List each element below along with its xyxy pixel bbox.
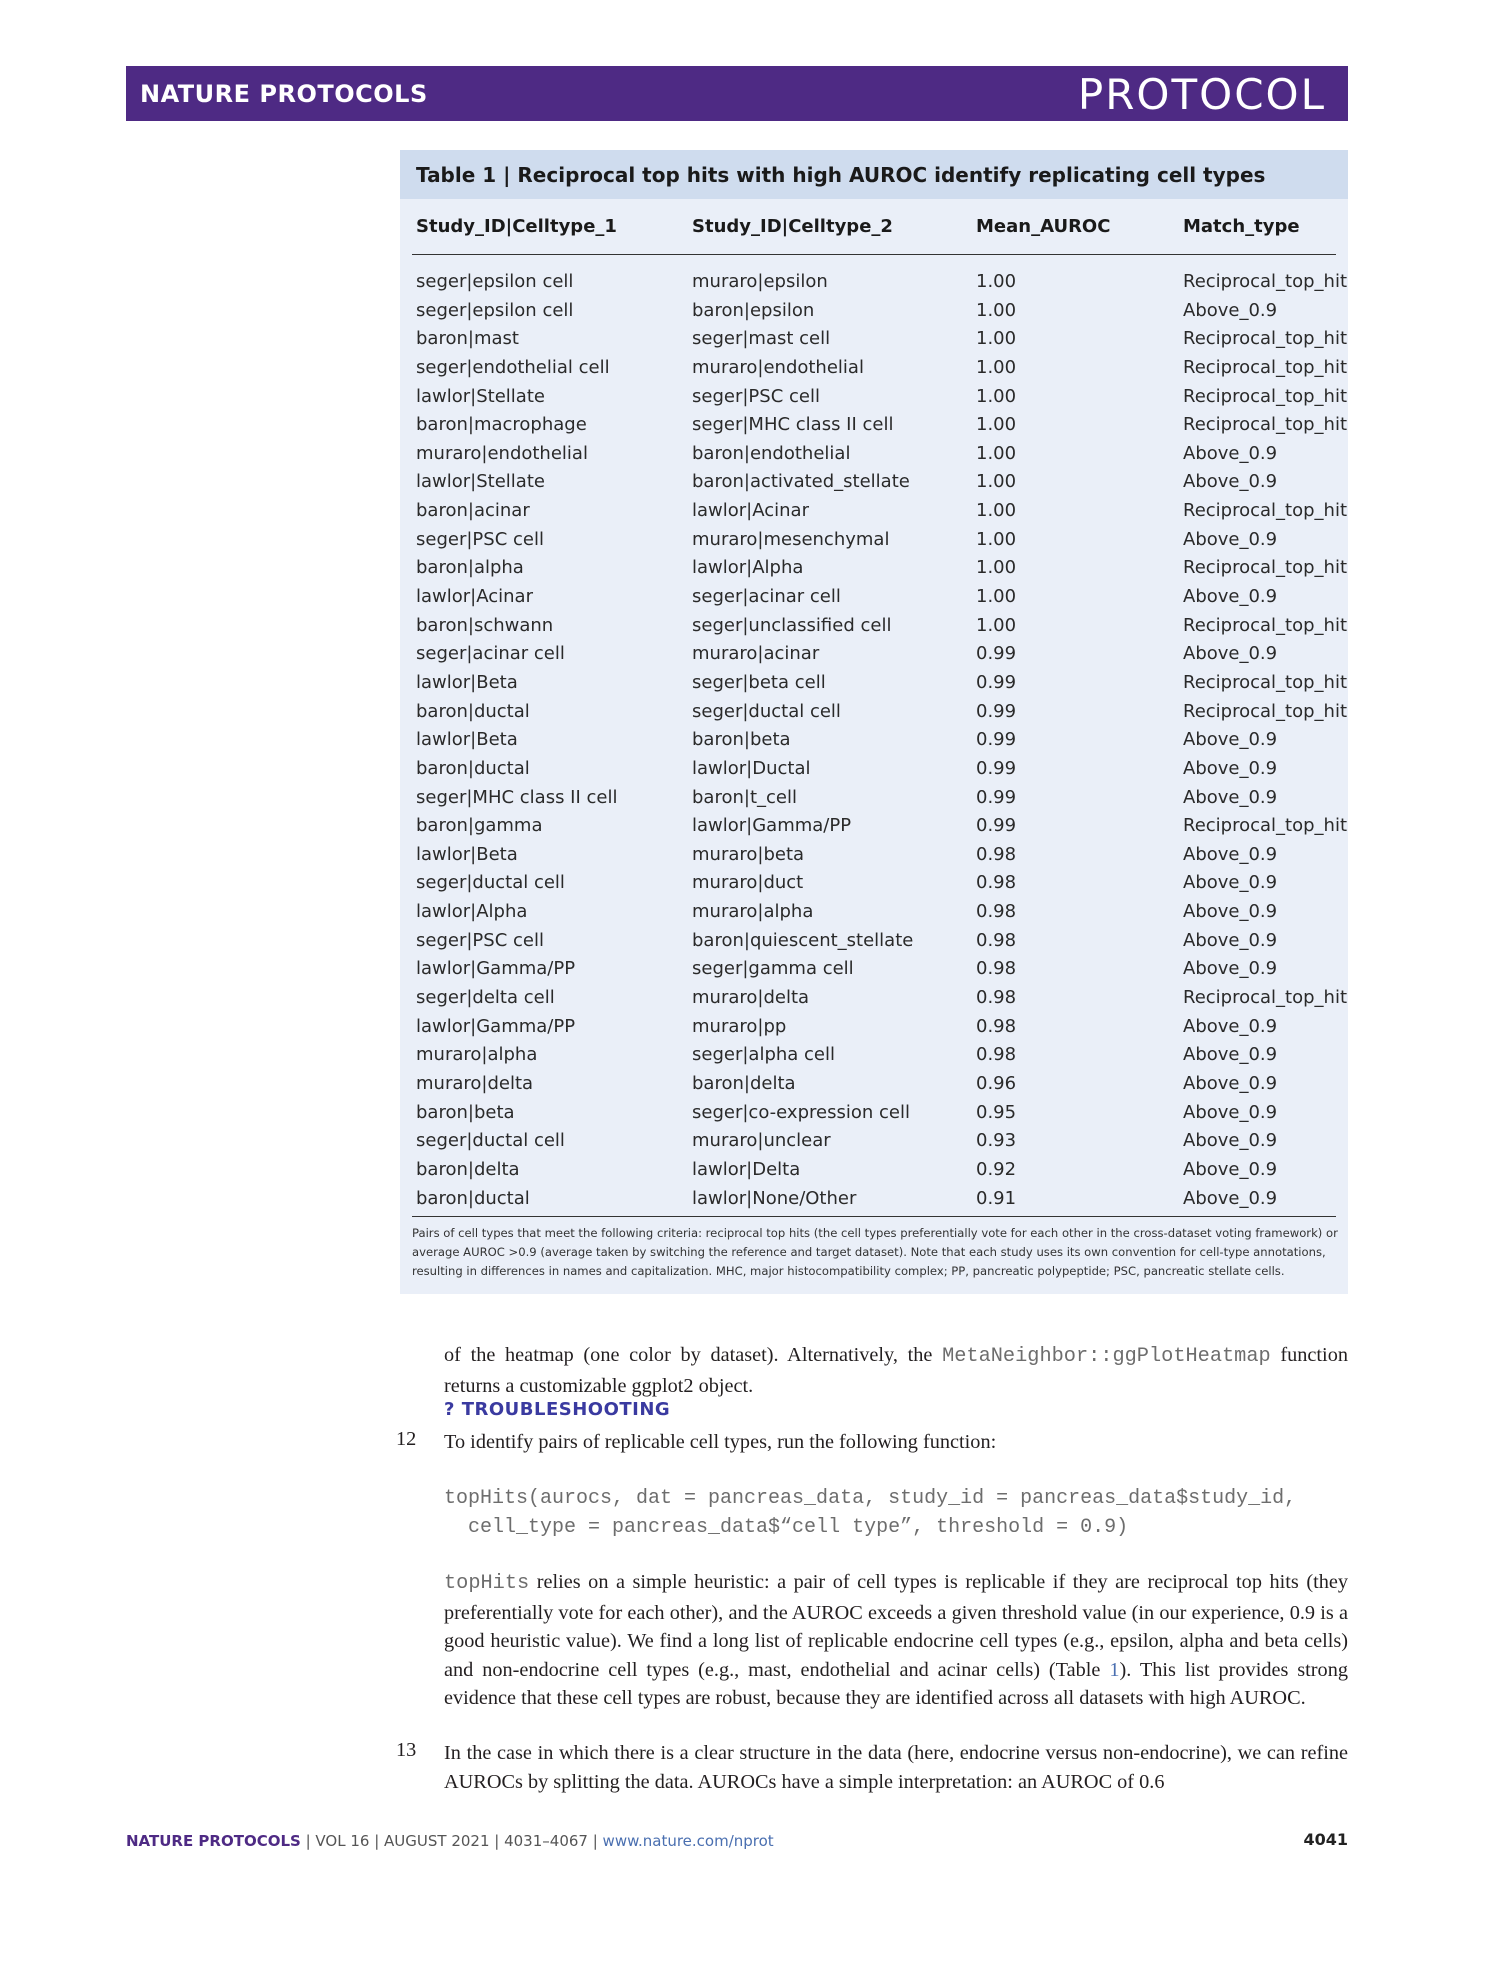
article-type: PROTOCOL xyxy=(1077,70,1326,119)
cell-mean-auroc: 0.96 xyxy=(976,1072,1017,1094)
inline-code-ggplotheatmap: MetaNeighbor::ggPlotHeatmap xyxy=(942,1345,1271,1368)
cell-mean-auroc: 0.93 xyxy=(976,1130,1017,1152)
cell-celltype-1: baron|macrophage xyxy=(416,414,587,436)
cell-mean-auroc: 1.00 xyxy=(976,356,1017,378)
cell-match-type: Reciprocal_top_hit xyxy=(1183,671,1348,693)
cell-celltype-1: lawlor|Gamma/PP xyxy=(416,1015,576,1037)
cell-match-type: Above_0.9 xyxy=(1183,1015,1278,1037)
cell-celltype-2: baron|endothelial xyxy=(692,442,851,464)
step-number-12: 12 xyxy=(396,1428,417,1450)
cell-match-type: Above_0.9 xyxy=(1183,843,1278,865)
table-row xyxy=(400,699,1348,728)
cell-celltype-2: baron|activated_stellate xyxy=(692,471,910,493)
table-row xyxy=(400,584,1348,613)
table-row xyxy=(400,985,1348,1014)
table-row xyxy=(400,298,1348,327)
cell-celltype-2: seger|ductal cell xyxy=(692,700,841,722)
cell-mean-auroc: 0.98 xyxy=(976,987,1017,1009)
footer-url-link[interactable]: www.nature.com/nprot xyxy=(602,1832,774,1850)
cell-celltype-1: muraro|alpha xyxy=(416,1044,538,1066)
cell-celltype-2: seger|beta cell xyxy=(692,671,826,693)
cell-match-type: Reciprocal_top_hit xyxy=(1183,557,1348,579)
paragraph-heatmap: of the heatmap (one color by dataset). Alternatively, the MetaNeighbor::ggPlotHeatmap function returns a customizable ggplot2 object. xyxy=(444,1344,1348,1397)
cell-celltype-1: seger|endothelial cell xyxy=(416,356,610,378)
table-row xyxy=(400,1157,1348,1186)
cell-mean-auroc: 0.99 xyxy=(976,815,1017,837)
cell-celltype-2: baron|epsilon xyxy=(692,299,815,321)
cell-celltype-2: baron|quiescent_stellate xyxy=(692,929,914,951)
table-1 xyxy=(400,150,1348,1294)
cell-celltype-2: lawlor|Alpha xyxy=(692,557,804,579)
table-1-reference-link[interactable]: 1 xyxy=(1109,1658,1120,1681)
cell-celltype-1: baron|ductal xyxy=(416,700,530,722)
cell-mean-auroc: 1.00 xyxy=(976,500,1017,522)
table-row xyxy=(400,870,1348,899)
cell-mean-auroc: 1.00 xyxy=(976,557,1017,579)
cell-celltype-2: muraro|epsilon xyxy=(692,271,828,292)
table-row xyxy=(400,899,1348,928)
cell-celltype-1: lawlor|Stellate xyxy=(416,385,545,407)
table-row xyxy=(400,1100,1348,1129)
table-row xyxy=(400,928,1348,957)
cell-celltype-1: baron|gamma xyxy=(416,815,543,837)
cell-celltype-1: lawlor|Gamma/PP xyxy=(416,958,576,980)
cell-match-type: Above_0.9 xyxy=(1183,1072,1278,1094)
cell-celltype-1: seger|MHC class II cell xyxy=(416,786,618,808)
paragraph-tophits: topHits relies on a simple heuristic: a pair of cell types is replicable if they are reciprocal top hits (they preferentially vote for each other), and the AUROC exceeds a given threshold value (in our experience, 0.9 is a good heuristic value). We find a long list of replicable endocrine cell types (e.g., epsilon, alpha and beta cells) and non-endocrine cell types (e.g., mast, endothelial and acinar cells) (Table 1). This list provides strong evidence that these cell types are robust, because they are identified across all datasets with high AUROC. xyxy=(444,1571,1348,1709)
page-number: 4041 xyxy=(1303,1830,1348,1849)
cell-match-type: Reciprocal_top_hit xyxy=(1183,356,1348,378)
table-row xyxy=(400,670,1348,699)
footer-journal: NATURE PROTOCOLS xyxy=(126,1832,301,1850)
cell-celltype-1: baron|ductal xyxy=(416,757,530,779)
cell-celltype-2: lawlor|Delta xyxy=(692,1158,801,1180)
cell-celltype-2: seger|gamma cell xyxy=(692,958,854,980)
table-header-rule xyxy=(412,254,1336,255)
cell-celltype-2: muraro|pp xyxy=(692,1015,787,1037)
table-row xyxy=(400,785,1348,814)
cell-match-type: Reciprocal_top_hit xyxy=(1183,414,1348,436)
cell-match-type: Above_0.9 xyxy=(1183,729,1278,751)
table-row xyxy=(400,527,1348,556)
cell-celltype-1: seger|PSC cell xyxy=(416,528,544,550)
cell-match-type: Above_0.9 xyxy=(1183,958,1278,980)
cell-celltype-2: muraro|beta xyxy=(692,843,805,865)
cell-match-type: Above_0.9 xyxy=(1183,471,1278,493)
cell-celltype-2: baron|beta xyxy=(692,729,791,751)
cell-celltype-1: lawlor|Acinar xyxy=(416,586,533,608)
table-row xyxy=(400,1042,1348,1071)
cell-celltype-1: baron|alpha xyxy=(416,557,524,579)
cell-mean-auroc: 0.98 xyxy=(976,843,1017,865)
cell-mean-auroc: 1.00 xyxy=(976,328,1017,350)
cell-celltype-2: seger|acinar cell xyxy=(692,586,841,608)
cell-celltype-1: seger|ductal cell xyxy=(416,1130,565,1152)
cell-mean-auroc: 0.99 xyxy=(976,786,1017,808)
cell-mean-auroc: 0.98 xyxy=(976,1044,1017,1066)
cell-match-type: Reciprocal_top_hit xyxy=(1183,271,1348,292)
table-row xyxy=(400,469,1348,498)
cell-match-type: Reciprocal_top_hit xyxy=(1183,815,1348,837)
table-row xyxy=(400,355,1348,384)
cell-mean-auroc: 1.00 xyxy=(976,442,1017,464)
cell-celltype-2: muraro|endothelial xyxy=(692,356,864,378)
column-header-match-type: Match_type xyxy=(1183,216,1300,237)
cell-celltype-1: lawlor|Stellate xyxy=(416,471,545,493)
cell-celltype-1: seger|epsilon cell xyxy=(416,271,574,292)
code-line-1: topHits(aurocs, dat = pancreas_data, study_id = pancreas_data$study_id, xyxy=(444,1487,1297,1510)
cell-mean-auroc: 1.00 xyxy=(976,614,1017,636)
table-body xyxy=(400,269,1348,1214)
cell-match-type: Reciprocal_top_hit xyxy=(1183,700,1348,722)
cell-celltype-1: baron|schwann xyxy=(416,614,554,636)
cell-mean-auroc: 0.98 xyxy=(976,901,1017,923)
cell-celltype-1: lawlor|Alpha xyxy=(416,901,528,923)
cell-match-type: Reciprocal_top_hit xyxy=(1183,385,1348,407)
cell-celltype-2: seger|co-expression cell xyxy=(692,1101,910,1123)
table-row xyxy=(400,813,1348,842)
cell-match-type: Above_0.9 xyxy=(1183,528,1278,550)
table-bottom-rule xyxy=(412,1216,1336,1217)
cell-mean-auroc: 1.00 xyxy=(976,586,1017,608)
table-row xyxy=(400,1186,1348,1215)
cell-match-type: Reciprocal_top_hit xyxy=(1183,987,1348,1009)
cell-match-type: Above_0.9 xyxy=(1183,442,1278,464)
cell-match-type: Reciprocal_top_hit xyxy=(1183,500,1348,522)
cell-mean-auroc: 0.92 xyxy=(976,1158,1017,1180)
cell-celltype-2: seger|MHC class II cell xyxy=(692,414,894,436)
cell-match-type: Above_0.9 xyxy=(1183,586,1278,608)
cell-mean-auroc: 0.98 xyxy=(976,1015,1017,1037)
cell-celltype-2: seger|unclassified cell xyxy=(692,614,892,636)
column-header-celltype-1: Study_ID|Celltype_1 xyxy=(416,216,617,237)
cell-celltype-1: lawlor|Beta xyxy=(416,843,518,865)
cell-celltype-2: muraro|mesenchymal xyxy=(692,528,890,550)
cell-celltype-2: lawlor|None/Other xyxy=(692,1187,857,1209)
cell-mean-auroc: 1.00 xyxy=(976,271,1017,292)
cell-celltype-1: baron|mast xyxy=(416,328,519,350)
table-row xyxy=(400,269,1348,298)
cell-celltype-2: lawlor|Gamma/PP xyxy=(692,815,852,837)
table-row xyxy=(400,1014,1348,1043)
step-number-13: 13 xyxy=(396,1739,417,1761)
cell-match-type: Above_0.9 xyxy=(1183,929,1278,951)
table-row xyxy=(400,1128,1348,1157)
table-row xyxy=(400,1071,1348,1100)
cell-celltype-1: lawlor|Beta xyxy=(416,671,518,693)
table-title-bar xyxy=(400,150,1348,199)
cell-mean-auroc: 1.00 xyxy=(976,414,1017,436)
troubleshooting-link[interactable]: ? TROUBLESHOOTING xyxy=(444,1399,671,1420)
cell-celltype-2: muraro|acinar xyxy=(692,643,820,665)
cell-match-type: Above_0.9 xyxy=(1183,901,1278,923)
cell-match-type: Above_0.9 xyxy=(1183,1158,1278,1180)
cell-celltype-2: muraro|alpha xyxy=(692,901,814,923)
table-row xyxy=(400,326,1348,355)
cell-mean-auroc: 1.00 xyxy=(976,528,1017,550)
cell-celltype-1: baron|beta xyxy=(416,1101,515,1123)
cell-celltype-1: baron|acinar xyxy=(416,500,530,522)
cell-mean-auroc: 0.99 xyxy=(976,729,1017,751)
cell-celltype-2: lawlor|Ductal xyxy=(692,757,811,779)
table-row xyxy=(400,555,1348,584)
table-row xyxy=(400,412,1348,441)
cell-celltype-1: muraro|endothelial xyxy=(416,442,588,464)
table-footnote: Pairs of cell types that meet the following criteria: reciprocal top hits (the cell types preferentially vote for each other in the cross-dataset voting framework) or average AUROC >0.9 (average taken by switching the reference and target dataset). Note that each study uses its own convention for cell-type annotations, resulting in differences in names and capitalization. MHC, major histocompatibility complex; PP, pancreatic polypeptide; PSC, pancreatic stellate cells. xyxy=(412,1226,1338,1278)
cell-celltype-1: seger|PSC cell xyxy=(416,929,544,951)
cell-match-type: Reciprocal_top_hit xyxy=(1183,614,1348,636)
cell-mean-auroc: 0.99 xyxy=(976,700,1017,722)
cell-match-type: Above_0.9 xyxy=(1183,1187,1278,1209)
cell-celltype-2: muraro|delta xyxy=(692,987,810,1009)
cell-mean-auroc: 1.00 xyxy=(976,471,1017,493)
cell-celltype-2: baron|t_cell xyxy=(692,786,797,808)
cell-celltype-1: seger|epsilon cell xyxy=(416,299,574,321)
step-12-text: To identify pairs of replicable cell types, run the following function: xyxy=(444,1431,997,1453)
cell-mean-auroc: 0.91 xyxy=(976,1187,1017,1209)
step-13-text: In the case in which there is a clear structure in the data (here, endocrine versus non-endocrine), we can refine AUROCs by splitting the data. AUROCs have a simple interpretation: an AUROC of 0.6 xyxy=(444,1742,1348,1793)
footer-citation: NATURE PROTOCOLS | VOL 16 | AUGUST 2021 | 4031–4067 | www.nature.com/nprot xyxy=(126,1832,774,1850)
cell-celltype-1: lawlor|Beta xyxy=(416,729,518,751)
cell-mean-auroc: 0.98 xyxy=(976,929,1017,951)
cell-mean-auroc: 1.00 xyxy=(976,299,1017,321)
cell-celltype-1: baron|ductal xyxy=(416,1187,530,1209)
cell-celltype-2: seger|PSC cell xyxy=(692,385,820,407)
journal-header-bar xyxy=(126,66,1348,121)
cell-match-type: Above_0.9 xyxy=(1183,299,1278,321)
table-row xyxy=(400,384,1348,413)
cell-celltype-2: lawlor|Acinar xyxy=(692,500,809,522)
cell-mean-auroc: 1.00 xyxy=(976,385,1017,407)
cell-mean-auroc: 0.99 xyxy=(976,757,1017,779)
table-row xyxy=(400,842,1348,871)
cell-celltype-1: seger|ductal cell xyxy=(416,872,565,894)
cell-celltype-1: seger|delta cell xyxy=(416,987,555,1009)
table-row xyxy=(400,756,1348,785)
cell-celltype-1: muraro|delta xyxy=(416,1072,534,1094)
column-header-mean-auroc: Mean_AUROC xyxy=(976,216,1111,237)
cell-celltype-2: seger|mast cell xyxy=(692,328,831,350)
cell-mean-auroc: 0.99 xyxy=(976,671,1017,693)
table-row xyxy=(400,727,1348,756)
table-row xyxy=(400,641,1348,670)
cell-match-type: Above_0.9 xyxy=(1183,1101,1278,1123)
table-row xyxy=(400,441,1348,470)
code-line-2: cell_type = pancreas_data$“cell type”, threshold = 0.9) xyxy=(444,1516,1129,1539)
table-title: Table 1 | Reciprocal top hits with high AUROC identify replicating cell types xyxy=(416,163,1266,187)
cell-mean-auroc: 0.98 xyxy=(976,872,1017,894)
cell-mean-auroc: 0.95 xyxy=(976,1101,1017,1123)
cell-celltype-1: seger|acinar cell xyxy=(416,643,565,665)
cell-match-type: Above_0.9 xyxy=(1183,1130,1278,1152)
cell-mean-auroc: 0.98 xyxy=(976,958,1017,980)
table-row xyxy=(400,498,1348,527)
cell-match-type: Reciprocal_top_hit xyxy=(1183,328,1348,350)
table-row xyxy=(400,956,1348,985)
inline-code-tophits: topHits xyxy=(444,1572,530,1595)
journal-name: NATURE PROTOCOLS xyxy=(140,80,428,108)
cell-celltype-1: baron|delta xyxy=(416,1158,520,1180)
cell-match-type: Above_0.9 xyxy=(1183,757,1278,779)
cell-celltype-2: muraro|duct xyxy=(692,872,804,894)
cell-celltype-2: muraro|unclear xyxy=(692,1130,831,1152)
cell-mean-auroc: 0.99 xyxy=(976,643,1017,665)
cell-match-type: Above_0.9 xyxy=(1183,786,1278,808)
column-header-celltype-2: Study_ID|Celltype_2 xyxy=(692,216,893,237)
cell-match-type: Above_0.9 xyxy=(1183,1044,1278,1066)
cell-match-type: Above_0.9 xyxy=(1183,643,1278,665)
table-row xyxy=(400,613,1348,642)
cell-celltype-2: seger|alpha cell xyxy=(692,1044,836,1066)
cell-match-type: Above_0.9 xyxy=(1183,872,1278,894)
cell-celltype-2: baron|delta xyxy=(692,1072,796,1094)
